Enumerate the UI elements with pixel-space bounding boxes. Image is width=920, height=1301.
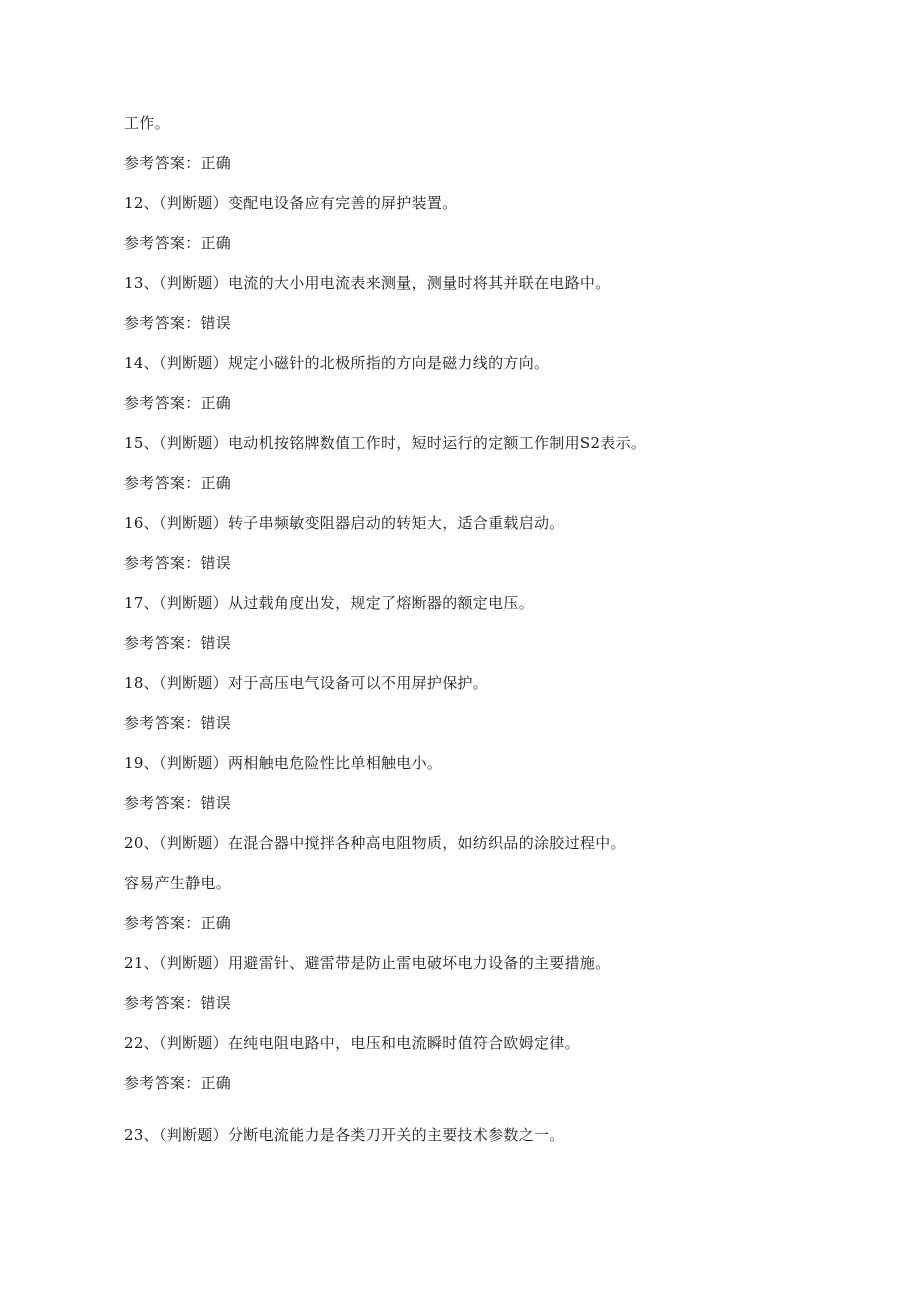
- question-line: 20、（判断题）在混合器中搅拌各种高电阻物质，如纺织品的涂胶过程中。: [124, 834, 626, 852]
- question-line: 12、（判断题）变配电设备应有完善的屏护装置。: [124, 194, 458, 212]
- answer-line: 参考答案：正确: [124, 394, 232, 412]
- question-line: 17、（判断题）从过载角度出发，规定了熔断器的额定电压。: [124, 594, 534, 612]
- answer-line: 参考答案：正确: [124, 234, 232, 252]
- answer-line: 参考答案：正确: [124, 914, 232, 932]
- question-line: 14、（判断题）规定小磁针的北极所指的方向是磁力线的方向。: [124, 354, 550, 372]
- question-line: 19、（判断题）两相触电危险性比单相触电小。: [124, 754, 443, 772]
- question-continuation-line: 容易产生静电。: [124, 874, 232, 892]
- answer-line: 参考答案：正确: [124, 1074, 232, 1092]
- question-line: 18、（判断题）对于高压电气设备可以不用屏护保护。: [124, 674, 489, 692]
- answer-line: 参考答案：正确: [124, 474, 232, 492]
- question-line: 23、（判断题）分断电流能力是各类刀开关的主要技术参数之一。: [124, 1126, 565, 1144]
- answer-line: 参考答案：错误: [124, 994, 232, 1012]
- answer-line: 参考答案：错误: [124, 314, 232, 332]
- answer-line: 参考答案：错误: [124, 714, 232, 732]
- question-line: 15、（判断题）电动机按铭牌数值工作时，短时运行的定额工作制用S2表示。: [124, 434, 647, 452]
- question-line: 16、（判断题）转子串频敏变阻器启动的转矩大，适合重载启动。: [124, 514, 565, 532]
- answer-line: 参考答案：错误: [124, 634, 232, 652]
- question-line: 22、（判断题）在纯电阻电路中，电压和电流瞬时值符合欧姆定律。: [124, 1034, 580, 1052]
- question-line: 21、（判断题）用避雷针、避雷带是防止雷电破坏电力设备的主要措施。: [124, 954, 611, 972]
- text-line: 工作。: [124, 114, 170, 132]
- question-line: 13、（判断题）电流的大小用电流表来测量，测量时将其并联在电路中。: [124, 274, 611, 292]
- answer-line: 参考答案：错误: [124, 554, 232, 572]
- answer-line: 参考答案：错误: [124, 794, 232, 812]
- answer-line: 参考答案：正确: [124, 154, 232, 172]
